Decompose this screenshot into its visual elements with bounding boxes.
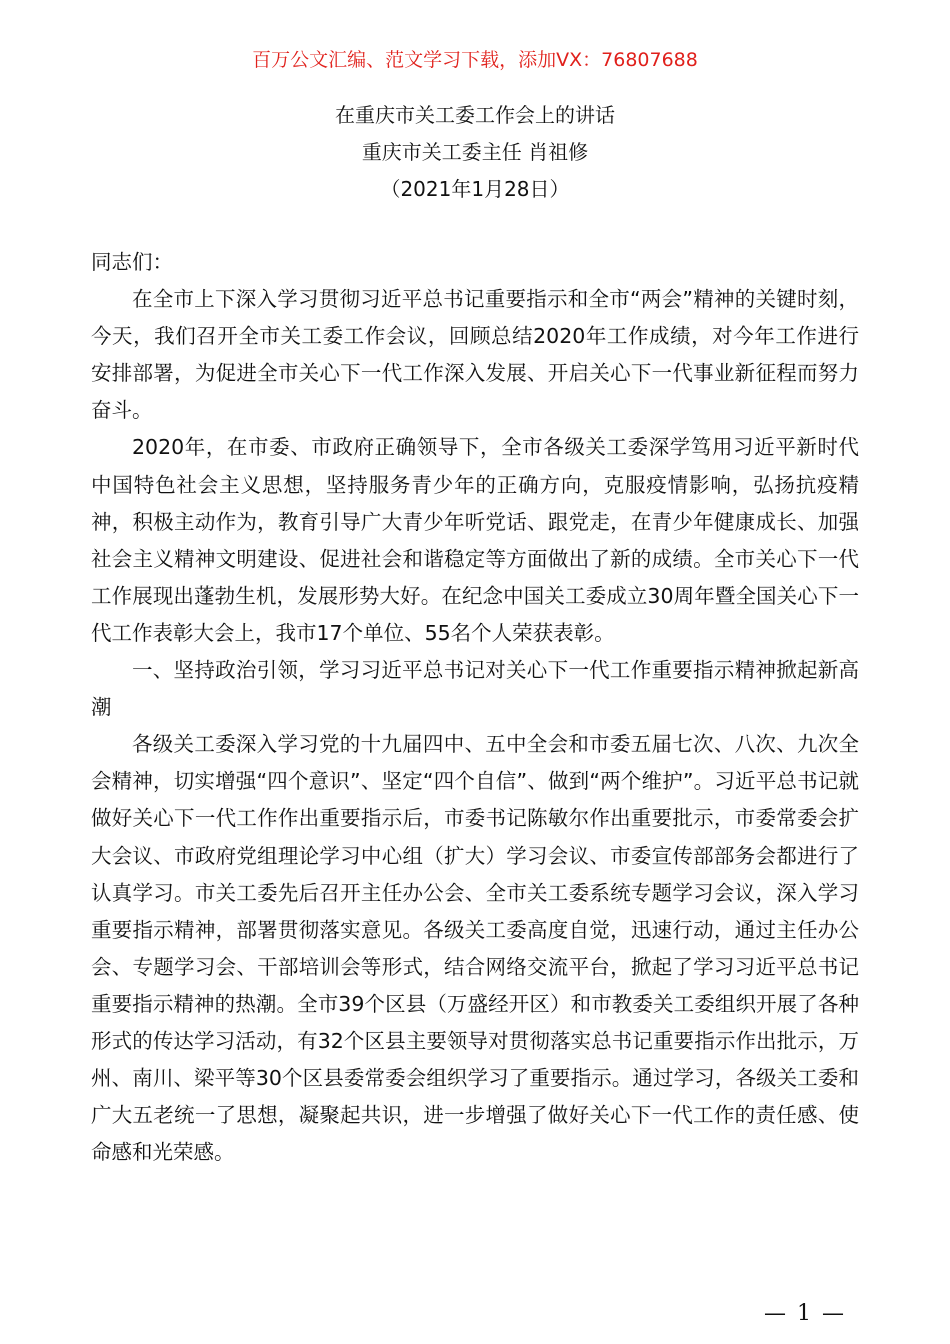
watermark-banner: 百万公文汇编、范文学习下载，添加VX：76807688 (252, 49, 698, 71)
document-body (91, 244, 859, 1171)
speech-date: （2021年1月28日） (380, 177, 570, 201)
section-heading-1: 一、坚持政治引领，学习习近平总书记对关心下一代工作重要指示精神掀起新高潮 (91, 658, 859, 720)
paragraph-2020-summary: 2020年，在市委、市政府正确领导下，全市各级关工委深学笃用习近平新时代中国特色社会主义思想，坚持服务青少年的正确方向，克服疫情影响，弘扬抗疫精神，积极主动作为，教育引导广大青少年听党话、跟党走，在青少年健康成长、加强社会主义精神文明建设、促进社会和谐稳定等方面做出了新的成绩。全市关心下一代工作展现出蓬勃生机，发展形势大好。在纪念中国关工委成立30周年暨全国关心下一代工作表彰大会上，我市17个单位、55名个人荣获表彰。 (91, 435, 859, 645)
speaker-line: 重庆市关工委主任 肖祖修 (361, 140, 589, 164)
paragraph-intro: 在全市上下深入学习贯彻习近平总书记重要指示和全市“两会”精神的关键时刻，今天，我们召开全市关工委工作会议，回顾总结2020年工作成绩，对今年工作进行安排部署，为促进全市关心下一代工作深入发展、开启关心下一代事业新征程而努力奋斗。 (91, 287, 859, 423)
page-number: — 1 — (764, 1301, 846, 1326)
salutation: 同志们： (91, 250, 173, 274)
speech-title: 在重庆市关工委工作会上的讲话 (335, 103, 615, 127)
paragraph-section-1: 各级关工委深入学习党的十九届四中、五中全会和市委五届七次、八次、九次全会精神，切实增强“四个意识”、坚定“四个自信”、做到“两个维护”。习近平总书记就做好关心下一代工作作出重要指示后，市委书记陈敏尔作出重要批示，市委常委会扩大会议、市政府党组理论学习中心组（扩大）学习会议、市委宣传部部务会都进行了认真学习。市关工委先后召开主任办公会、全市关工委系统专题学习会议，深入学习重要指示精神，部署贯彻落实意见。各级关工委高度自觉，迅速行动，通过主任办公会、专题学习会、干部培训会等形式，结合网络交流平台，掀起了学习习近平总书记重要指示精神的热潮。全市39个区县（万盛经开区）和市教委关工委组织开展了各种形式的传达学习活动，有32个区县主要领导对贯彻落实总书记重要指示作出批示，万州、南川、梁平等30个区县委常委会组织学习了重要指示。通过学习，各级关工委和广大五老统一了思想，凝聚起共识，进一步增强了做好关心下一代工作的责任感、使命感和光荣感。 (91, 732, 859, 1165)
title-block (0, 97, 950, 208)
